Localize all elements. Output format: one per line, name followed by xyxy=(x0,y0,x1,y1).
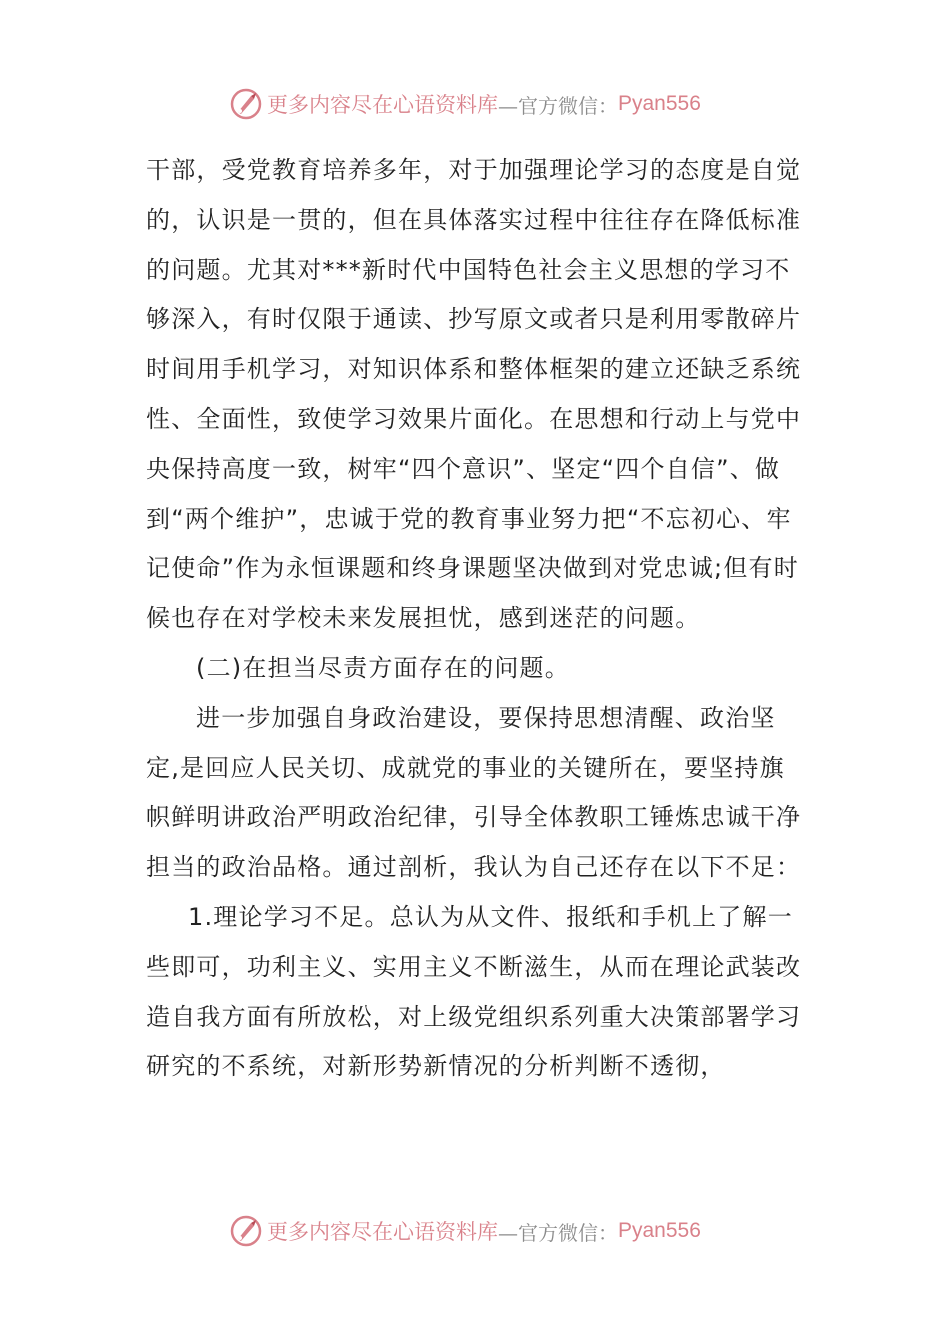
watermark-site-name: 更多内容尽在心语资料库 xyxy=(267,93,498,117)
footer-watermark xyxy=(229,1211,701,1251)
watermark-wechat-id: Pyan556 xyxy=(618,1219,701,1242)
watermark-wechat-label: —官方微信： xyxy=(498,93,618,118)
paragraph-1: 干部，受党教育培养多年，对于加强理论学习的态度是自觉的，认识是一贯的，但在具体落实过程中往往存在降低标准的问题。尤其对***新时代中国特色社会主义思想的学习不够深入，有时仅限于通读、抄写原文或者只是利用零散碎片时间用手机学习，对知识体系和整体框架的建立还缺乏系统性、全面性，致使学习效果片面化。在思想和行动上与党中央保持高度一致，树牢“四个意识”、坚定“四个自信”、做到“两个维护”，忠诚于党的教育事业努力把“不忘初心、牢记使命”作为永恒课题和终身课题坚决做到对党忠诚;但有时候也存在对学校未来发展担忧，感到迷茫的问题。 xyxy=(146,156,802,633)
section-heading: (二)在担当尽责方面存在的问题。 xyxy=(196,653,570,682)
watermark-site-name: 更多内容尽在心语资料库 xyxy=(267,1220,498,1244)
header-watermark xyxy=(229,84,701,124)
paragraph-2: 进一步加强自身政治建设，要保持思想清醒、政治坚定,是回应人民关切、成就党的事业的关键所在，要坚持旗帜鲜明讲政治严明政治纪律，引导全体教职工锤炼忠诚干净担当的政治品格。通过剖析，我认为自己还存在以下不足： xyxy=(146,703,802,882)
document-body xyxy=(146,146,806,1092)
paragraph-3: 1.理论学习不足。总认为从文件、报纸和手机上了解一些即可，功利主义、实用主义不断滋生，从而在理论武装改造自我方面有所放松，对上级党组织系列重大决策部署学习研究的不系统，对新形势新情况的分析判断不透彻， xyxy=(146,902,802,1081)
watermark-wechat-label: —官方微信： xyxy=(498,1220,618,1245)
watermark-wechat-id: Pyan556 xyxy=(618,92,701,115)
quill-pen-seal-icon xyxy=(229,1214,263,1248)
quill-pen-seal-icon xyxy=(229,87,263,121)
